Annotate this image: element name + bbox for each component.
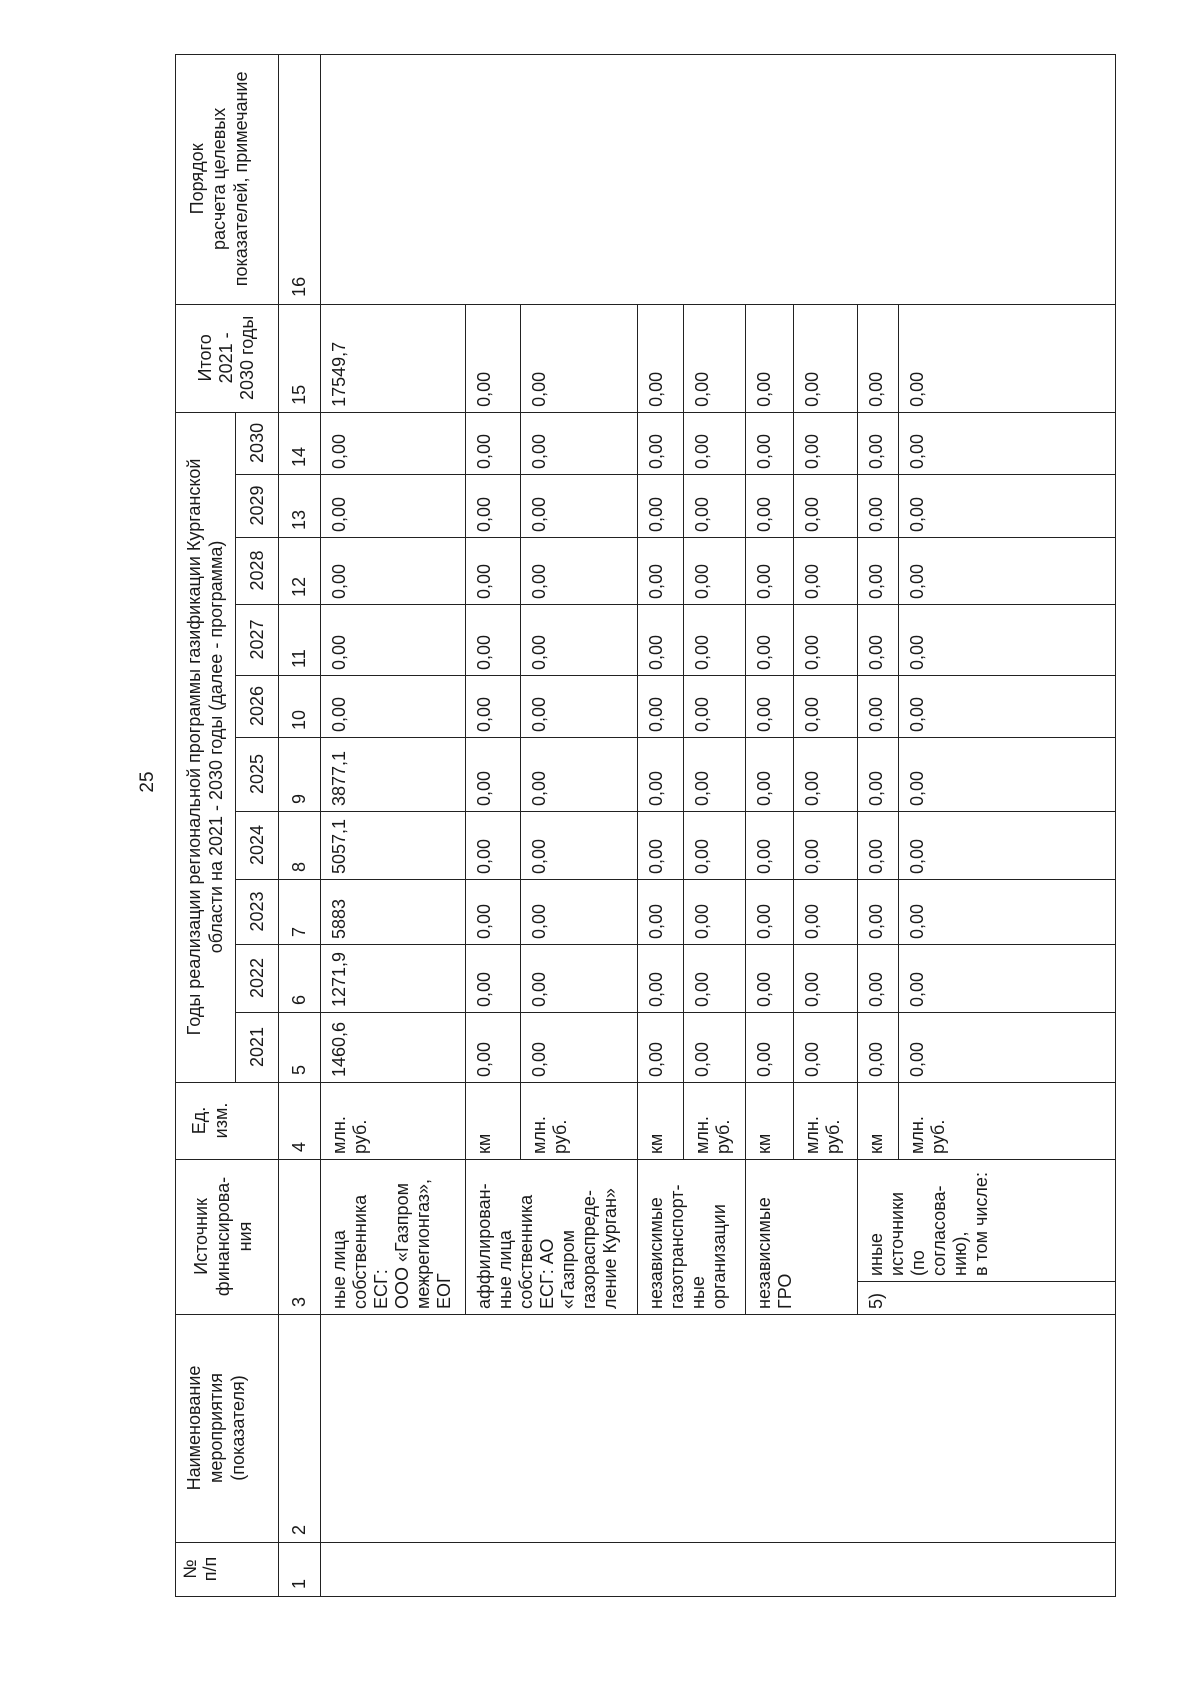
value-cell: 5057,1 (321, 811, 466, 879)
value-cell: 0,00 (684, 879, 746, 944)
column-number: 3 (279, 1159, 321, 1314)
value-cell: 0,00 (684, 1012, 746, 1082)
value-cell: 0,00 (794, 675, 858, 737)
value-cell: 0,00 (684, 675, 746, 737)
value-cell: 0,00 (321, 412, 466, 474)
header-year: 2021 (236, 1012, 279, 1082)
value-cell: 1460,6 (321, 1012, 466, 1082)
column-number: 2 (279, 1315, 321, 1543)
unit-cell: млн. руб. (521, 1082, 638, 1159)
header-year: 2028 (236, 537, 279, 604)
value-cell: 0,00 (466, 1012, 521, 1082)
unit-cell: млн. руб. (794, 1082, 858, 1159)
value-cell: 0,00 (521, 1012, 638, 1082)
value-cell: 0,00 (794, 811, 858, 879)
value-cell: 0,00 (638, 737, 684, 811)
value-cell: 0,00 (684, 474, 746, 537)
value-cell: 0,00 (746, 1012, 794, 1082)
value-cell: 0,00 (638, 811, 684, 879)
value-cell: 0,00 (899, 474, 1116, 537)
unit-cell: км (746, 1082, 794, 1159)
value-cell: 0,00 (466, 737, 521, 811)
value-cell: 0,00 (794, 537, 858, 604)
total-cell: 0,00 (746, 304, 794, 412)
total-cell: 0,00 (521, 304, 638, 412)
value-cell: 0,00 (858, 412, 899, 474)
name-cell (321, 1315, 1116, 1543)
value-cell: 0,00 (858, 811, 899, 879)
value-cell: 0,00 (321, 537, 466, 604)
value-cell: 0,00 (466, 474, 521, 537)
source-cell: независимые газотранспорт- ные организации (638, 1159, 746, 1314)
rotated-page-content (100, 55, 1115, 1597)
value-cell: 0,00 (684, 412, 746, 474)
item-number-cell: 5) (858, 1282, 1116, 1315)
value-cell: 0,00 (321, 675, 466, 737)
value-cell: 0,00 (858, 604, 899, 675)
unit-cell: млн. руб. (899, 1082, 1116, 1159)
unit-cell: млн. руб. (321, 1082, 466, 1159)
header-year: 2024 (236, 811, 279, 879)
value-cell: 0,00 (521, 879, 638, 944)
column-number: 7 (279, 879, 321, 944)
value-cell: 3877,1 (321, 737, 466, 811)
header-year: 2027 (236, 604, 279, 675)
header-number: № п/п (176, 1543, 279, 1597)
value-cell: 0,00 (521, 737, 638, 811)
value-cell: 0,00 (899, 737, 1116, 811)
value-cell: 0,00 (746, 737, 794, 811)
value-cell: 0,00 (746, 474, 794, 537)
source-cell: ные лица собственника ЕСГ: ООО «Газпром межрегионгаз», ЕОГ (321, 1159, 466, 1314)
value-cell: 0,00 (521, 811, 638, 879)
column-number: 1 (279, 1543, 321, 1597)
value-cell: 0,00 (684, 737, 746, 811)
unit-cell: км (638, 1082, 684, 1159)
value-cell: 0,00 (899, 1012, 1116, 1082)
column-number: 8 (279, 811, 321, 879)
value-cell: 0,00 (899, 811, 1116, 879)
value-cell: 0,00 (684, 811, 746, 879)
table-row (321, 54, 466, 1596)
value-cell: 0,00 (794, 879, 858, 944)
value-cell: 0,00 (899, 944, 1116, 1012)
value-cell: 0,00 (521, 412, 638, 474)
value-cell: 0,00 (899, 412, 1116, 474)
column-number: 14 (279, 412, 321, 474)
value-cell: 0,00 (746, 879, 794, 944)
source-cell: независимые ГРО (746, 1159, 858, 1314)
value-cell: 0,00 (794, 474, 858, 537)
header-unit: Ед. изм. (176, 1082, 279, 1159)
value-cell: 0,00 (684, 537, 746, 604)
value-cell: 0,00 (638, 675, 684, 737)
total-cell: 0,00 (899, 304, 1116, 412)
value-cell: 0,00 (746, 811, 794, 879)
value-cell: 0,00 (466, 537, 521, 604)
value-cell: 0,00 (858, 737, 899, 811)
value-cell: 0,00 (746, 604, 794, 675)
total-cell: 17549,7 (321, 304, 466, 412)
column-number: 11 (279, 604, 321, 675)
total-cell: 0,00 (466, 304, 521, 412)
value-cell: 0,00 (466, 675, 521, 737)
value-cell: 0,00 (638, 537, 684, 604)
value-cell: 0,00 (466, 811, 521, 879)
value-cell: 0,00 (858, 537, 899, 604)
value-cell: 0,00 (466, 879, 521, 944)
column-number: 5 (279, 1012, 321, 1082)
value-cell: 0,00 (521, 474, 638, 537)
value-cell: 0,00 (746, 537, 794, 604)
header-year: 2026 (236, 675, 279, 737)
value-cell: 0,00 (746, 412, 794, 474)
header-source: Источник финансирова- ния (176, 1159, 279, 1314)
value-cell: 0,00 (794, 944, 858, 1012)
header-row (176, 54, 236, 1596)
value-cell: 0,00 (746, 944, 794, 1012)
header-years-caption: Годы реализации региональной программы газификации Курганской области на 2021 - 2030 годы (далее - программа) (176, 412, 236, 1082)
value-cell: 0,00 (858, 675, 899, 737)
value-cell: 0,00 (794, 1012, 858, 1082)
value-cell: 0,00 (521, 944, 638, 1012)
value-cell: 0,00 (466, 604, 521, 675)
value-cell: 0,00 (321, 474, 466, 537)
value-cell: 5883 (321, 879, 466, 944)
note-cell (321, 54, 1116, 304)
column-number: 12 (279, 537, 321, 604)
column-number: 6 (279, 944, 321, 1012)
header-note: Порядок расчета целевых показателей, примечание (176, 54, 279, 304)
column-number: 4 (279, 1082, 321, 1159)
value-cell: 0,00 (638, 879, 684, 944)
value-cell: 0,00 (638, 474, 684, 537)
unit-cell: км (466, 1082, 521, 1159)
header-year: 2030 (236, 412, 279, 474)
header-name: Наименование мероприятия (показателя) (176, 1315, 279, 1543)
column-number: 9 (279, 737, 321, 811)
value-cell: 0,00 (794, 604, 858, 675)
value-cell: 0,00 (858, 474, 899, 537)
total-cell: 0,00 (858, 304, 899, 412)
value-cell: 0,00 (521, 537, 638, 604)
header-year: 2029 (236, 474, 279, 537)
value-cell: 0,00 (794, 412, 858, 474)
value-cell: 0,00 (638, 1012, 684, 1082)
unit-cell: км (858, 1082, 899, 1159)
column-number: 15 (279, 304, 321, 412)
number-cell (321, 1543, 1116, 1597)
value-cell: 0,00 (899, 537, 1116, 604)
value-cell: 0,00 (858, 1012, 899, 1082)
value-cell: 0,00 (684, 604, 746, 675)
total-cell: 0,00 (638, 304, 684, 412)
column-number: 10 (279, 675, 321, 737)
value-cell: 0,00 (858, 944, 899, 1012)
column-number: 13 (279, 474, 321, 537)
total-cell: 0,00 (684, 304, 746, 412)
value-cell: 0,00 (466, 412, 521, 474)
value-cell: 0,00 (858, 879, 899, 944)
column-numbers-row (279, 54, 321, 1596)
header-year: 2025 (236, 737, 279, 811)
header-year: 2022 (236, 944, 279, 1012)
value-cell: 0,00 (746, 675, 794, 737)
value-cell: 0,00 (899, 675, 1116, 737)
value-cell: 0,00 (321, 604, 466, 675)
value-cell: 0,00 (521, 604, 638, 675)
page-number: 25 (137, 771, 158, 793)
column-number: 16 (279, 54, 321, 304)
header-year: 2023 (236, 879, 279, 944)
value-cell: 0,00 (638, 604, 684, 675)
total-cell: 0,00 (794, 304, 858, 412)
value-cell: 0,00 (638, 412, 684, 474)
value-cell: 0,00 (521, 675, 638, 737)
value-cell: 0,00 (466, 944, 521, 1012)
unit-cell: млн. руб. (684, 1082, 746, 1159)
source-cell: иные источники (по согласова- нию), в том числе: (858, 1159, 1116, 1281)
value-cell: 0,00 (638, 944, 684, 1012)
value-cell: 0,00 (899, 879, 1116, 944)
value-cell: 0,00 (684, 944, 746, 1012)
source-cell: аффилирован- ные лица собственника ЕСГ: АО «Газпром газораспреде- ление Курган» (466, 1159, 638, 1314)
value-cell: 0,00 (899, 604, 1116, 675)
header-total: Итого 2021 - 2030 годы (176, 304, 279, 412)
program-financing-table (175, 54, 1116, 1597)
value-cell: 1271,9 (321, 944, 466, 1012)
value-cell: 0,00 (794, 737, 858, 811)
